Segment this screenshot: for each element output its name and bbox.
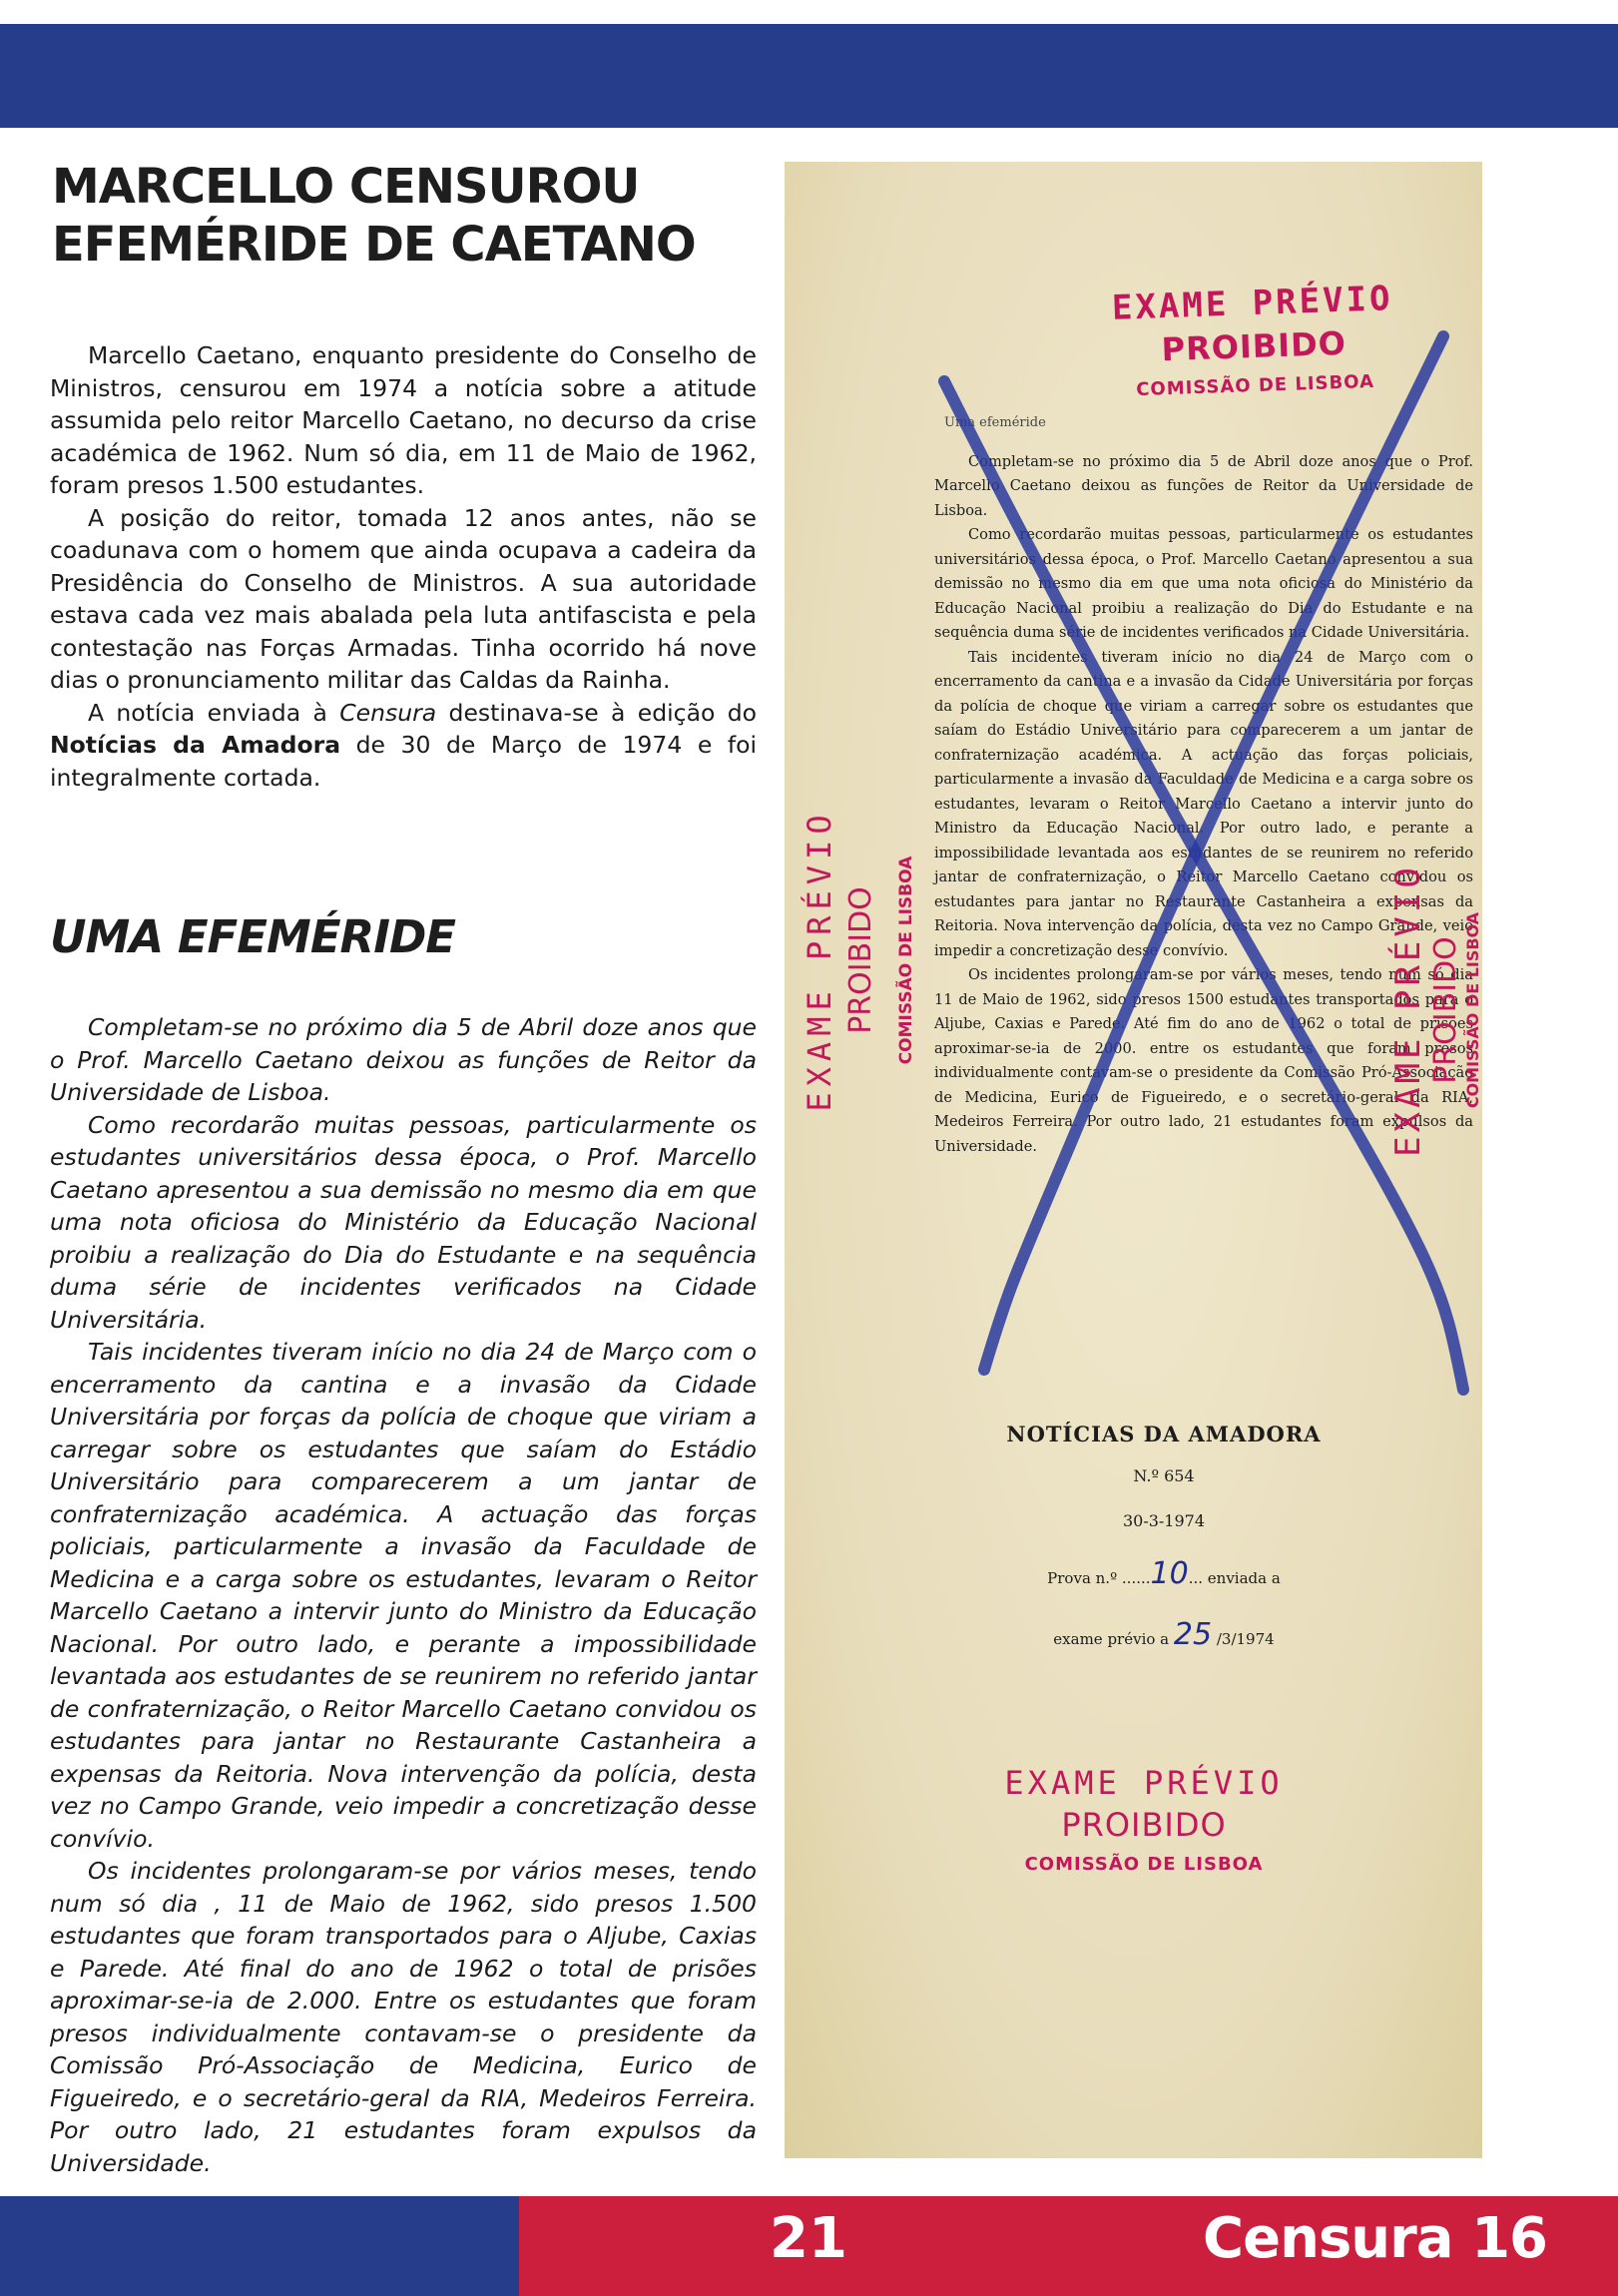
- document-footer: [984, 1422, 1344, 1652]
- stamp-exame-previo: EXAME PRÉVIO: [801, 809, 838, 1112]
- stamp-comissao: COMISSÃO DE LISBOA: [896, 856, 916, 1065]
- intro-p3-mid: destinava-se à edição do: [436, 698, 757, 727]
- stamp-exame-previo: EXAME PRÉVIO: [1004, 1764, 1284, 1802]
- intro-paragraph-1: Marcello Caetano, enquanto presidente do Conselho de Ministros, censurou em 1974 a notícia sobre a atitude assumida pelo reitor Marcello Caetano, no decurso da crise académica de 1962. Num só dia, em 11 de Maio de 1962, foram presos 1.500 estudantes.: [50, 341, 757, 499]
- proof-number: 10: [1150, 1556, 1189, 1591]
- exam-month-year: /3/1974: [1216, 1630, 1275, 1648]
- intro-paragraph-2: A posição do reitor, tomada 12 anos antes, não se coadunava com o homem que ainda ocupava a cadeira da Presidência do Conselho de Ministros. A sua autoridade estava cada vez mais abalada pela luta antifascista e pela contestação nas Forças Armadas. Tinha ocorrido há nove dias o pronunciamento militar das Caldas da Rainha.: [50, 503, 757, 694]
- article-text: [50, 1011, 757, 2179]
- intro-p3-end: de 30 de Março de 1974 e foi integralmente cortada.: [50, 731, 758, 792]
- article-paragraph: Tais incidentes tiveram início no dia 24 de Março com o encerramento da cantina e a invasão da Cidade Universitária por forças da polícia de choque que viriam a carregar sobre os estudantes que saíam do Estádio Universitário para comparecerem a um jantar de confraternização académica. A actuação das forças policiais, particularmente a invasão da Faculdade de Medicina e a carga sobre os estudantes, levaram o Reitor Marcello Caetano a intervir junto do Ministro da Educação Nacional. Por outro lado, e perante a impossibilidade levantada aos estudantes de se reunirem no referido jantar de confraternização, o Reitor Marcello Caetano convidou os estudantes para jantar no Restaurante Castanheira a expensas da Reitoria. Nova intervenção da polícia, desta vez no Campo Grande, veio impedir a concretização desse convívio.: [50, 1338, 757, 1853]
- stamp-comissao: COMISSÃO DE LISBOA: [1135, 370, 1375, 401]
- header-band: [0, 24, 1618, 128]
- censor-stamp-top: [1082, 278, 1425, 402]
- censored-document-scan: [785, 162, 1482, 2158]
- intro-p3-start: A notícia enviada à: [88, 698, 340, 727]
- document-paragraph: Como recordarão muitas pessoas, particularmente os estudantes universitários dessa época, o Prof. Marcello Caetano apresentou a sua demissão no mesmo dia em que uma nota oficiosa do Ministério da Educação Nacional proibiu a realização do Dia do Estudante e na sequência duma série de incidentes verificados na Cidade Universitária.: [934, 526, 1473, 641]
- document-date: 30-3-1974: [1122, 1511, 1206, 1530]
- intro-paper-name: Notícias da Amadora: [50, 731, 341, 759]
- intro-censura: Censura: [339, 698, 437, 727]
- exam-label: exame prévio a: [1053, 1630, 1170, 1648]
- article-paragraph: Os incidentes prolongaram-se por vários meses, tendo num só dia , 11 de Maio de 1962, sido presos 1.500 estudantes que foram transportados para o Aljube, Caxias e Parede. Até final do ano de 1962 o total de prisões aproximar-se-ia de 2.000. Entre os estudantes que foram presos individualmente contavam-se o presidente da Comissão Pró-Associação de Medicina, Eurico de Figueiredo, e o secretário-geral da RIA, Medeiros Ferreira. Por outro lado, 21 estudantes foram expulsos da Universidade.: [50, 1857, 757, 2177]
- section-title: UMA EFEMÉRIDE: [50, 910, 456, 963]
- proof-line: Prova n.º ......10... enviada a: [1047, 1556, 1281, 1591]
- headline-line-1: MARCELLO CENSUROU: [52, 159, 640, 215]
- headline-line-2: EFEMÉRIDE DE CAETANO: [52, 217, 696, 273]
- magazine-title: Censura 16: [1203, 2206, 1547, 2271]
- document-heading: Uma efeméride: [944, 415, 1046, 430]
- exam-day: 25: [1173, 1617, 1213, 1652]
- proof-sent: enviada a: [1207, 1569, 1281, 1587]
- article-paragraph: Completam-se no próximo dia 5 de Abril doze anos que o Prof. Marcello Caetano deixou as funções de Reitor da Universidade de Lisboa.: [50, 1013, 757, 1106]
- stamp-proibido: PROIBIDO: [1160, 323, 1348, 369]
- footer-band-blue: [0, 2196, 519, 2296]
- exam-line: [984, 1617, 1344, 1652]
- stamp-comissao: COMISSÃO DE LISBOA: [1024, 1854, 1264, 1875]
- headline: [52, 158, 731, 274]
- stamp-exame-previo: EXAME PRÉVIO: [1111, 279, 1394, 328]
- intro-paragraph-3: [50, 697, 757, 795]
- document-issue: N.º 654: [1133, 1466, 1195, 1485]
- stamp-comissao: COMISSÃO DE LISBOA: [1463, 911, 1482, 1109]
- censor-stamp-left: [799, 751, 924, 1170]
- stamp-exame-previo: EXAME PRÉVIO: [1388, 863, 1428, 1157]
- stamp-proibido: PROIBIDO: [1061, 1806, 1227, 1844]
- stamp-proibido: PROIBIDO: [843, 886, 878, 1034]
- censor-stamp-right: [1388, 861, 1482, 1160]
- document-paper-name: NOTÍCIAS DA AMADORA: [1006, 1422, 1322, 1446]
- document-paragraph: Tais incidentes tiveram início no dia 24 de Março com o encerramento da cantina e a invasão da Cidade Universitária por forças da polícia de choque que viriam a carregar sobre os estudantes que saíam do Estádio Universitário para comparecerem a um jantar de confraternização académica. A actuação das forças policiais, particularmente a invasão da Faculdade de Medicina e a carga sobre os estudantes, levaram o Reitor Marcello Caetano a intervir junto do Ministro da Educação Nacional. Por outro lado, e perante a impossibilidade levantada aos estudantes de se reunirem no referido jantar de confraternização, o Reitor Marcello Caetano convidou os estudantes para jantar no Restaurante Castanheira a expensas da Reitoria. Nova intervenção da polícia, desta vez no Campo Grande, veio impedir a concretização desse convívio.: [934, 648, 1473, 959]
- document-paragraph: Completam-se no próximo dia 5 de Abril doze anos que o Prof. Marcello Caetano deixou as funções de Reitor da Universidade de Lisboa.: [934, 452, 1473, 519]
- top-margin: [0, 0, 1618, 24]
- document-paragraph: Os incidentes prolongaram-se por vários meses, tendo num só dia 11 de Maio de 1962, sido presos 1500 estudantes transportados para o Aljube, Caxias e Parede. Até fim do ano de 1962 o total de prisões aproximar-se-ia de 2000. entre os estudantes que foram presos individualmente contavam-se o presidente da Comissão Pró-Associação de Medicina, Eurico de Figueiredo, e o secretário-geral da RIA, Medeiros Ferreira. Por outro lado, 21 estudantes foram expulsos da Universidade.: [934, 966, 1473, 1155]
- stamp-proibido: PROIBIDO: [1428, 936, 1463, 1084]
- article-paragraph: Como recordarão muitas pessoas, particularmente os estudantes universitários dessa época, o Prof. Marcello Caetano apresentou a sua demissão no mesmo dia em que uma nota oficiosa do Ministério da Educação Nacional proibiu a realização do Dia do Estudante e na sequência duma série de incidentes verificados na Cidade Universitária.: [50, 1110, 757, 1334]
- intro-text: [50, 339, 757, 794]
- page-number: 21: [770, 2206, 847, 2271]
- censor-stamp-bottom: [974, 1764, 1314, 1875]
- proof-label: Prova n.º: [1047, 1569, 1118, 1587]
